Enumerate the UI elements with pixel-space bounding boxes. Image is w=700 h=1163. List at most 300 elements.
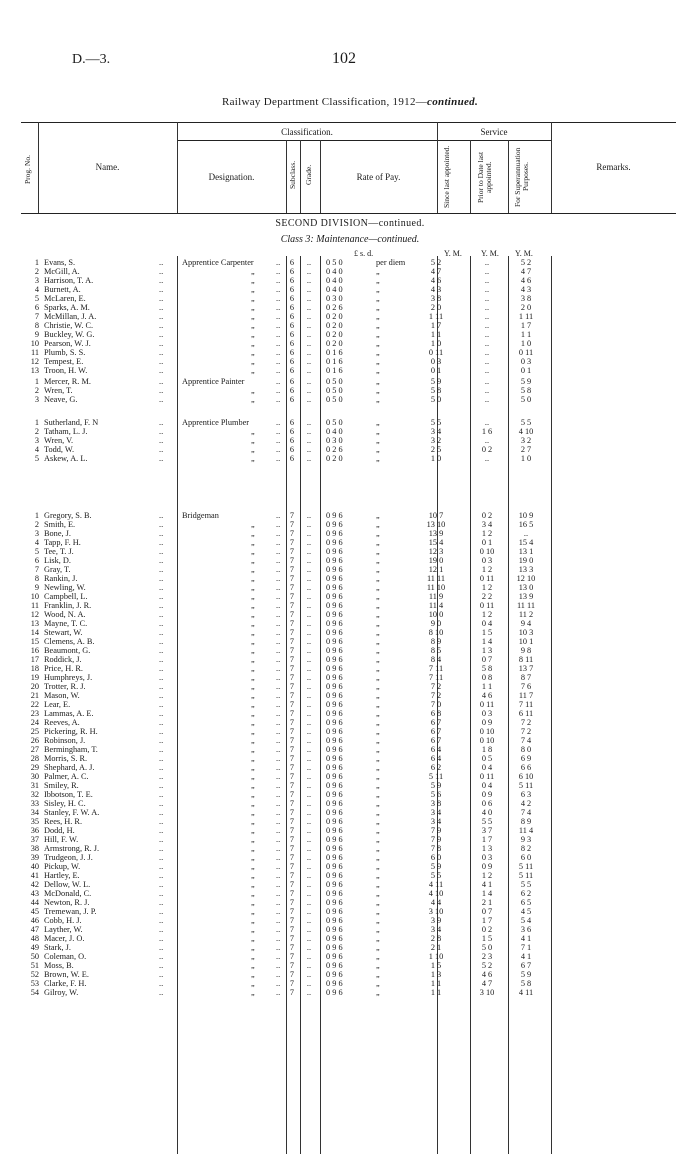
leader-dots: .. — [159, 853, 164, 862]
since-last-cell: 6 7 — [430, 718, 442, 727]
name-cell: Morris, S. R. — [44, 754, 88, 763]
superann-cell: 13 3 — [518, 565, 534, 574]
grade-cell: .. — [306, 925, 312, 934]
rate-cell: 0 2 6 — [326, 445, 343, 454]
grade-cell: .. — [306, 772, 312, 781]
subclass-cell: 6 — [289, 294, 295, 303]
subclass-cell: 7 — [289, 520, 295, 529]
ditto-mark: „ — [251, 700, 255, 709]
superann-cell: 4 1 — [520, 934, 532, 943]
rate-cell: 0 2 0 — [326, 321, 343, 330]
subclass-cell: 7 — [289, 754, 295, 763]
subclass-cell: 7 — [289, 664, 295, 673]
ditto-mark: „ — [251, 529, 255, 538]
superann-cell: 7 2 — [520, 727, 532, 736]
superann-cell: 4 3 — [520, 285, 532, 294]
leader-dots: .. — [276, 817, 281, 826]
superann-cell: 7 4 — [520, 736, 532, 745]
rate-unit-cell: „ — [376, 330, 380, 339]
class-heading: Class 3: Maintenance—continued. — [280, 234, 420, 245]
superann-cell: 1 1 — [520, 330, 532, 339]
leader-dots: .. — [276, 601, 281, 610]
name-cell: Campbell, L. — [44, 592, 88, 601]
rate-cell: 0 9 6 — [326, 628, 343, 637]
name-cell: Pearson, W. J. — [44, 339, 91, 348]
leader-dots: .. — [159, 835, 164, 844]
prog-no-cell: 37 — [30, 835, 39, 844]
ditto-mark: „ — [251, 889, 255, 898]
prog-no-cell: 7 — [34, 565, 39, 574]
leader-dots: .. — [159, 907, 164, 916]
leader-dots: .. — [276, 511, 281, 520]
grade-cell: .. — [306, 418, 312, 427]
rate-cell: 0 9 6 — [326, 655, 343, 664]
leader-dots: .. — [159, 763, 164, 772]
subclass-cell: 6 — [289, 377, 295, 386]
leader-dots: .. — [276, 377, 281, 386]
leader-dots: .. — [159, 574, 164, 583]
prog-no-header: Prog. No. — [23, 155, 32, 185]
grade-cell: .. — [306, 312, 312, 321]
prior-cell: .. — [484, 267, 490, 276]
ditto-mark: „ — [251, 454, 255, 463]
leader-dots: .. — [159, 436, 164, 445]
since-last-cell: 5 9 — [430, 781, 442, 790]
grade-cell: .. — [306, 339, 312, 348]
name-cell: Evans, S. — [44, 258, 76, 267]
rate-cell: 0 9 6 — [326, 511, 343, 520]
superann-cell: 16 5 — [518, 520, 534, 529]
since-last-cell: 6 7 — [430, 736, 442, 745]
grade-cell: .. — [306, 348, 312, 357]
ditto-mark: „ — [251, 898, 255, 907]
rate-cell: 0 9 6 — [326, 709, 343, 718]
name-cell: Shephard, A. J. — [44, 763, 95, 772]
subclass-cell: 6 — [289, 321, 295, 330]
name-cell: Christie, W. C. — [44, 321, 94, 330]
subclass-cell: 7 — [289, 871, 295, 880]
since-last-cell: 15 4 — [428, 538, 444, 547]
table-row — [21, 763, 676, 772]
rate-cell: 0 1 6 — [326, 348, 343, 357]
superann-cell: 7 2 — [520, 718, 532, 727]
table-row — [21, 395, 676, 404]
prog-no-cell: 1 — [34, 258, 39, 267]
prior-cell: 1 6 — [481, 427, 493, 436]
rate-cell: 0 9 6 — [326, 727, 343, 736]
prior-cell: 1 2 — [481, 565, 493, 574]
prior-cell: .. — [484, 258, 490, 267]
subclass-cell: 7 — [289, 565, 295, 574]
leader-dots: .. — [276, 934, 281, 943]
superann-cell: 5 9 — [520, 377, 532, 386]
leader-dots: .. — [159, 709, 164, 718]
leader-dots: .. — [159, 294, 164, 303]
rate-cell: 0 4 0 — [326, 267, 343, 276]
table-row — [21, 826, 676, 835]
leader-dots: .. — [276, 781, 281, 790]
leader-dots: .. — [276, 294, 281, 303]
grade-cell: .. — [306, 709, 312, 718]
prog-no-cell: 28 — [30, 754, 39, 763]
grade-cell: .. — [306, 853, 312, 862]
prior-cell: .. — [484, 366, 490, 375]
grade-cell: .. — [306, 727, 312, 736]
rate-unit-cell: „ — [376, 445, 380, 454]
table-row — [21, 619, 676, 628]
table-row — [21, 601, 676, 610]
name-cell: Hartley, E. — [44, 871, 80, 880]
subclass-cell: 7 — [289, 979, 295, 988]
name-cell: Sparks, A. M. — [44, 303, 90, 312]
prior-cell: 4 7 — [481, 979, 493, 988]
name-cell: Tapp, F. H. — [44, 538, 81, 547]
grade-cell: .. — [306, 979, 312, 988]
superann-cell: 7 6 — [520, 682, 532, 691]
grade-cell: .. — [306, 511, 312, 520]
leader-dots: .. — [159, 454, 164, 463]
rate-cell: 0 5 0 — [326, 386, 343, 395]
page-ref: D.—3. — [72, 52, 111, 67]
leader-dots: .. — [276, 691, 281, 700]
grade-cell: .. — [306, 898, 312, 907]
since-last-header: Since last appointed. — [442, 145, 451, 209]
rate-cell: 0 9 6 — [326, 700, 343, 709]
leader-dots: .. — [159, 258, 164, 267]
name-cell: Bermingham, T. — [44, 745, 98, 754]
subclass-cell: 7 — [289, 988, 295, 997]
prog-no-cell: 17 — [30, 655, 39, 664]
rate-unit-cell: „ — [376, 377, 380, 386]
leader-dots: .. — [276, 943, 281, 952]
prog-no-cell: 9 — [34, 330, 39, 339]
leader-dots: .. — [159, 330, 164, 339]
rate-unit-cell: „ — [376, 646, 380, 655]
table-row — [21, 628, 676, 637]
rate-cell: 0 9 6 — [326, 781, 343, 790]
since-last-cell: 5 5 — [430, 871, 442, 880]
prior-units: Y. M. — [481, 249, 499, 258]
prior-cell: 4 1 — [481, 880, 493, 889]
prior-cell: 1 8 — [481, 745, 493, 754]
rate-cell: 0 9 6 — [326, 592, 343, 601]
prog-no-cell: 34 — [30, 808, 39, 817]
grade-cell: .. — [306, 745, 312, 754]
superann-cell: 8 0 — [520, 745, 532, 754]
table-row — [21, 574, 676, 583]
rate-cell: 0 1 6 — [326, 357, 343, 366]
ditto-mark: „ — [251, 646, 255, 655]
since-last-cell: 3 4 — [430, 427, 442, 436]
leader-dots: .. — [159, 691, 164, 700]
rate-cell: 0 5 0 — [326, 258, 343, 267]
ditto-mark: „ — [251, 655, 255, 664]
subclass-cell: 6 — [289, 366, 295, 375]
leader-dots: .. — [276, 835, 281, 844]
superann-cell: 1 11 — [518, 312, 534, 321]
rate-unit-cell: „ — [376, 556, 380, 565]
grade-cell: .. — [306, 592, 312, 601]
since-last-cell: 11 11 — [426, 574, 446, 583]
subclass-cell: 7 — [289, 961, 295, 970]
ditto-mark: „ — [251, 925, 255, 934]
name-cell: McMillan, J. A. — [44, 312, 97, 321]
table-row — [21, 961, 676, 970]
prog-no-cell: 1 — [34, 511, 39, 520]
table-row — [21, 781, 676, 790]
division-heading: SECOND DIVISION—continued. — [275, 218, 425, 229]
leader-dots: .. — [276, 799, 281, 808]
prior-cell: 0 2 — [481, 511, 493, 520]
superann-cell: 3 2 — [520, 436, 532, 445]
grade-cell: .. — [306, 628, 312, 637]
superann-cell: 1 7 — [520, 321, 532, 330]
superann-cell: 7 1 — [520, 943, 532, 952]
table-row — [21, 772, 676, 781]
prior-cell: 0 10 — [479, 727, 495, 736]
leader-dots: .. — [159, 889, 164, 898]
prog-no-cell: 5 — [34, 547, 39, 556]
leader-dots: .. — [159, 790, 164, 799]
name-cell: McDonald, C. — [44, 889, 92, 898]
rate-unit-cell: „ — [376, 826, 380, 835]
grade-cell: .. — [306, 799, 312, 808]
superann-cell: 9 4 — [520, 619, 532, 628]
subclass-cell: 7 — [289, 835, 295, 844]
leader-dots: .. — [276, 303, 281, 312]
ditto-mark: „ — [251, 781, 255, 790]
prior-cell: 1 4 — [481, 889, 493, 898]
grade-cell: .. — [306, 952, 312, 961]
grade-cell: .. — [306, 682, 312, 691]
prior-cell: .. — [484, 395, 490, 404]
rate-unit-cell: „ — [376, 853, 380, 862]
grade-cell: .. — [306, 556, 312, 565]
prior-cell: 0 9 — [481, 790, 493, 799]
ditto-mark: „ — [251, 445, 255, 454]
rate-cell: 0 9 6 — [326, 826, 343, 835]
rate-unit-cell: „ — [376, 267, 380, 276]
name-cell: Gray, T. — [44, 565, 71, 574]
rate-header: Rate of Pay. — [356, 172, 401, 182]
superann-cell: 12 10 — [516, 574, 536, 583]
ditto-mark: „ — [251, 727, 255, 736]
leader-dots: .. — [276, 862, 281, 871]
subclass-cell: 7 — [289, 916, 295, 925]
since-last-cell: 12 3 — [428, 547, 444, 556]
prog-no-cell: 47 — [30, 925, 39, 934]
name-cell: Brown, W. E. — [44, 970, 89, 979]
name-cell: Clemens, A. B. — [44, 637, 95, 646]
prior-cell: 0 1 — [481, 538, 493, 547]
rate-unit-cell: „ — [376, 925, 380, 934]
leader-dots: .. — [276, 610, 281, 619]
prior-cell: 0 11 — [479, 772, 495, 781]
ditto-mark: „ — [251, 583, 255, 592]
table-row — [21, 934, 676, 943]
prog-no-cell: 6 — [34, 303, 39, 312]
prior-cell: 1 7 — [481, 835, 493, 844]
leader-dots: .. — [276, 285, 281, 294]
leader-dots: .. — [159, 772, 164, 781]
rate-unit-cell: per diem — [376, 258, 406, 267]
ditto-mark: „ — [251, 348, 255, 357]
prior-cell: 0 7 — [481, 655, 493, 664]
superann-cell: 4 5 — [520, 907, 532, 916]
ditto-mark: „ — [251, 880, 255, 889]
prior-cell: 1 1 — [481, 682, 493, 691]
rate-unit-cell: „ — [376, 436, 380, 445]
name-cell: Rankin, J. — [44, 574, 78, 583]
ditto-mark: „ — [251, 799, 255, 808]
leader-dots: .. — [276, 321, 281, 330]
leader-dots: .. — [276, 844, 281, 853]
leader-dots: .. — [276, 386, 281, 395]
ditto-mark: „ — [251, 520, 255, 529]
subclass-cell: 7 — [289, 538, 295, 547]
grade-cell: .. — [306, 700, 312, 709]
prog-no-cell: 1 — [34, 418, 39, 427]
rate-unit-cell: „ — [376, 934, 380, 943]
grade-cell: .. — [306, 691, 312, 700]
prog-no-cell: 38 — [30, 844, 39, 853]
rate-unit-cell: „ — [376, 547, 380, 556]
rate-unit-cell: „ — [376, 655, 380, 664]
since-last-cell: 5 0 — [430, 395, 442, 404]
leader-dots: .. — [276, 556, 281, 565]
table-row — [21, 952, 676, 961]
leader-dots: .. — [276, 445, 281, 454]
grade-cell: .. — [306, 285, 312, 294]
superann-cell: 6 2 — [520, 889, 532, 898]
rate-cell: 0 9 6 — [326, 916, 343, 925]
rate-cell: 0 4 0 — [326, 285, 343, 294]
rate-cell: 0 5 0 — [326, 395, 343, 404]
rate-cell: 0 3 0 — [326, 294, 343, 303]
prog-no-cell: 7 — [34, 312, 39, 321]
subclass-cell: 7 — [289, 844, 295, 853]
leader-dots: .. — [159, 718, 164, 727]
leader-dots: .. — [276, 258, 281, 267]
since-last-cell: 6 2 — [430, 763, 442, 772]
since-last-cell: 5 5 — [430, 418, 442, 427]
name-cell: Newton, R. J. — [44, 898, 90, 907]
name-cell: Wood, N. A. — [44, 610, 86, 619]
subclass-cell: 7 — [289, 943, 295, 952]
since-last-cell: 3 4 — [430, 817, 442, 826]
subclass-cell: 7 — [289, 655, 295, 664]
leader-dots: .. — [276, 727, 281, 736]
grade-cell: .. — [306, 871, 312, 880]
ditto-mark: „ — [251, 862, 255, 871]
name-cell: Lisk, D. — [44, 556, 71, 565]
grade-cell: .. — [306, 718, 312, 727]
prog-no-cell: 54 — [30, 988, 39, 997]
grade-cell: .. — [306, 303, 312, 312]
table-row — [21, 386, 676, 395]
classification-header: Classification. — [281, 127, 333, 137]
ditto-mark: „ — [251, 718, 255, 727]
since-last-cell: 1 5 — [430, 961, 442, 970]
superann-cell: 13 0 — [518, 583, 534, 592]
rate-unit-cell: „ — [376, 303, 380, 312]
rate-cell: 0 9 6 — [326, 565, 343, 574]
superann-cell: 1 0 — [520, 339, 532, 348]
since-last-cell: 8 5 — [430, 646, 442, 655]
subclass-cell: 6 — [289, 454, 295, 463]
leader-dots: .. — [276, 772, 281, 781]
prior-cell: 1 5 — [481, 628, 493, 637]
leader-dots: .. — [159, 303, 164, 312]
superann-cell: 5 5 — [520, 418, 532, 427]
prior-cell: 0 8 — [481, 673, 493, 682]
leader-dots: .. — [276, 979, 281, 988]
since-last-cell: 7 11 — [428, 673, 444, 682]
prog-no-cell: 36 — [30, 826, 39, 835]
table-row — [21, 664, 676, 673]
rate-cell: 0 9 6 — [326, 538, 343, 547]
leader-dots: .. — [159, 520, 164, 529]
leader-dots: .. — [276, 853, 281, 862]
subclass-cell: 7 — [289, 952, 295, 961]
service-header: Service — [480, 127, 508, 137]
since-last-cell: 5 2 — [430, 258, 442, 267]
leader-dots: .. — [276, 330, 281, 339]
prior-cell: 0 5 — [481, 754, 493, 763]
rate-unit-cell: „ — [376, 673, 380, 682]
table-row — [21, 538, 676, 547]
prior-cell: .. — [484, 339, 490, 348]
ditto-mark: „ — [251, 817, 255, 826]
rate-unit-cell: „ — [376, 700, 380, 709]
rate-unit-cell: „ — [376, 601, 380, 610]
prog-no-cell: 23 — [30, 709, 39, 718]
leader-dots: .. — [159, 862, 164, 871]
rate-unit-cell: „ — [376, 898, 380, 907]
rate-cell: 0 9 6 — [326, 691, 343, 700]
prog-no-cell: 39 — [30, 853, 39, 862]
superann-cell: 13 1 — [518, 547, 534, 556]
leader-dots: .. — [159, 511, 164, 520]
since-last-cell: 4 10 — [428, 889, 444, 898]
leader-dots: .. — [276, 547, 281, 556]
leader-dots: .. — [159, 673, 164, 682]
since-last-cell: 1 3 — [430, 970, 442, 979]
grade-cell: .. — [306, 565, 312, 574]
ditto-mark: „ — [251, 664, 255, 673]
subclass-cell: 7 — [289, 736, 295, 745]
table-row — [21, 339, 676, 348]
superann-cell: 0 11 — [518, 348, 534, 357]
since-last-cell: 10 0 — [428, 610, 444, 619]
table-row — [21, 321, 676, 330]
superann-cell: 6 11 — [518, 709, 534, 718]
leader-dots: .. — [159, 781, 164, 790]
rate-cell: 0 9 6 — [326, 754, 343, 763]
since-last-cell: 2 0 — [430, 303, 442, 312]
name-cell: Rees, H. R. — [44, 817, 83, 826]
table-row — [21, 348, 676, 357]
prior-cell: 0 10 — [479, 547, 495, 556]
superann-cell: 2 7 — [520, 445, 532, 454]
prior-cell: .. — [484, 386, 490, 395]
rate-cell: 0 9 6 — [326, 934, 343, 943]
table-row — [21, 898, 676, 907]
prior-cell: 2 3 — [481, 952, 493, 961]
table-row — [21, 436, 676, 445]
rate-unit-cell: „ — [376, 294, 380, 303]
rate-unit-cell: „ — [376, 979, 380, 988]
